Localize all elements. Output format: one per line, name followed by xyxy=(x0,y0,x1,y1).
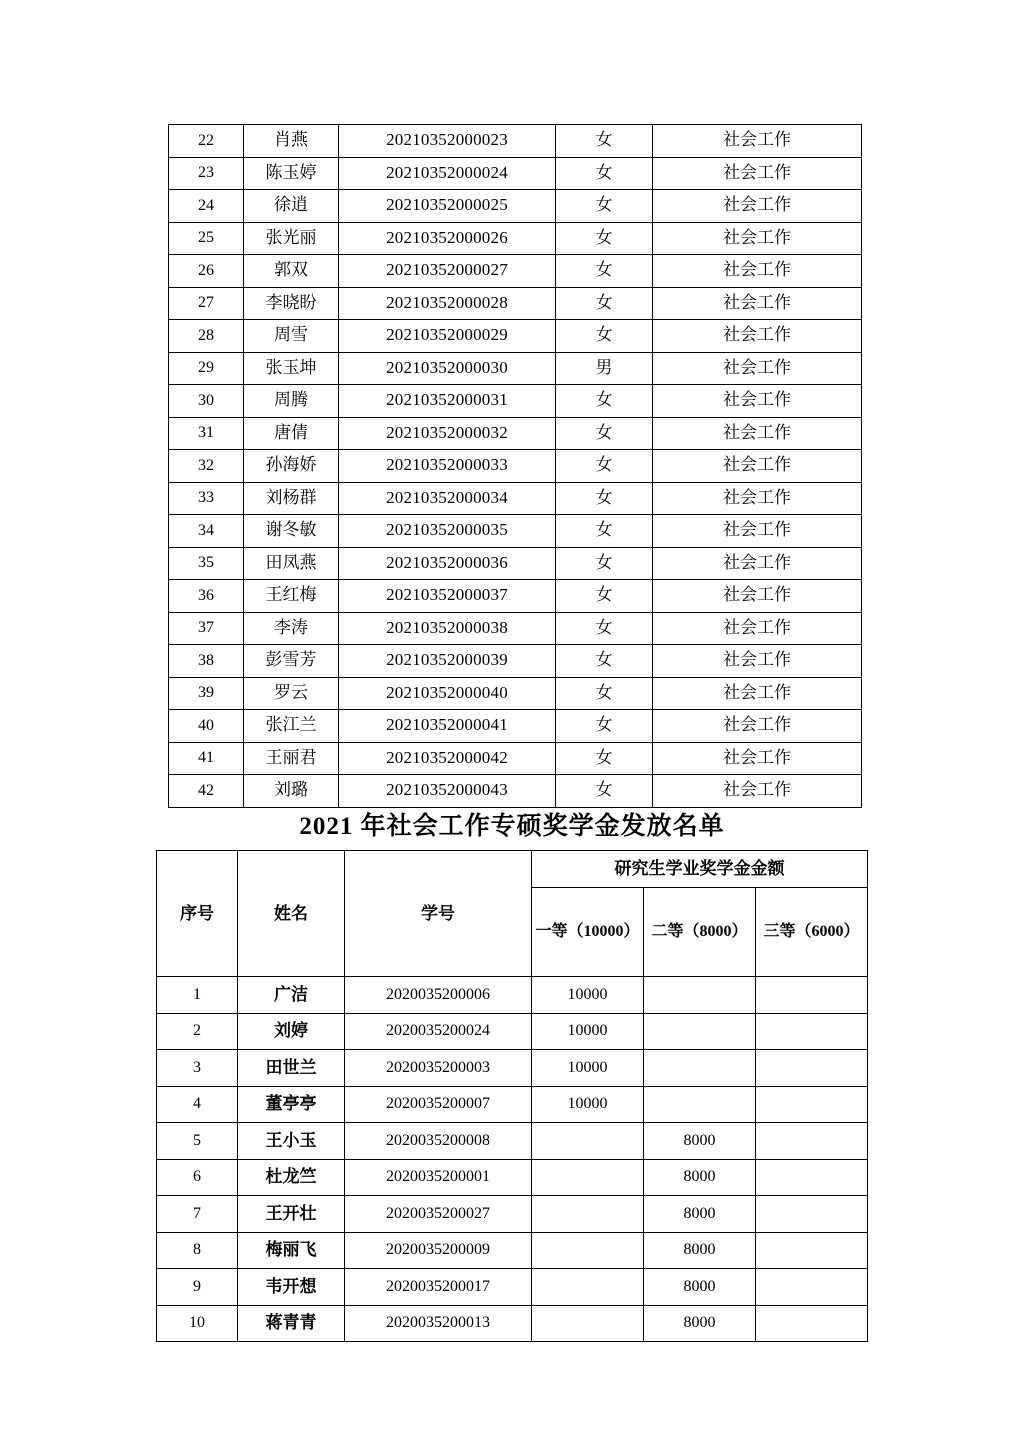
cell-student-id: 20210352000034 xyxy=(339,482,556,515)
table-row xyxy=(169,385,862,418)
cell-level1-amount xyxy=(532,1159,644,1196)
cell-index: 26 xyxy=(169,255,244,288)
column-header-level3: 三等（6000） xyxy=(756,888,868,977)
cell-student-id: 20210352000029 xyxy=(339,320,556,353)
cell-index: 38 xyxy=(169,645,244,678)
cell-major: 社会工作 xyxy=(653,222,862,255)
cell-major: 社会工作 xyxy=(653,125,862,158)
table-row xyxy=(157,1196,868,1233)
column-header-name: 姓名 xyxy=(238,851,345,977)
cell-major: 社会工作 xyxy=(653,417,862,450)
cell-index: 5 xyxy=(157,1123,238,1160)
table-row xyxy=(169,417,862,450)
cell-index: 34 xyxy=(169,515,244,548)
cell-student-id: 2020035200008 xyxy=(345,1123,532,1160)
cell-student-id: 2020035200009 xyxy=(345,1232,532,1269)
table-row xyxy=(169,612,862,645)
column-header-index: 序号 xyxy=(157,851,238,977)
cell-name: 刘杨群 xyxy=(244,482,339,515)
cell-level2-amount xyxy=(644,1086,756,1123)
cell-name: 刘璐 xyxy=(244,775,339,808)
table-row xyxy=(169,320,862,353)
cell-level2-amount: 8000 xyxy=(644,1269,756,1306)
cell-level3-amount xyxy=(756,1305,868,1342)
table-row xyxy=(157,1269,868,1306)
cell-major: 社会工作 xyxy=(653,352,862,385)
cell-student-id: 20210352000027 xyxy=(339,255,556,288)
cell-level2-amount: 8000 xyxy=(644,1232,756,1269)
cell-index: 4 xyxy=(157,1086,238,1123)
table-row xyxy=(157,1086,868,1123)
cell-index: 29 xyxy=(169,352,244,385)
column-header-level2: 二等（8000） xyxy=(644,888,756,977)
cell-sex: 女 xyxy=(556,125,653,158)
cell-name: 王丽君 xyxy=(244,742,339,775)
cell-major: 社会工作 xyxy=(653,612,862,645)
cell-sex: 女 xyxy=(556,742,653,775)
cell-level3-amount xyxy=(756,1123,868,1160)
cell-name: 周腾 xyxy=(244,385,339,418)
cell-index: 24 xyxy=(169,190,244,223)
cell-level3-amount xyxy=(756,1013,868,1050)
cell-level1-amount xyxy=(532,1123,644,1160)
cell-index: 31 xyxy=(169,417,244,450)
cell-major: 社会工作 xyxy=(653,547,862,580)
cell-index: 1 xyxy=(157,977,238,1014)
cell-student-id: 20210352000033 xyxy=(339,450,556,483)
cell-level1-amount xyxy=(532,1269,644,1306)
cell-index: 37 xyxy=(169,612,244,645)
table-row xyxy=(169,645,862,678)
cell-student-id: 20210352000030 xyxy=(339,352,556,385)
cell-student-id: 20210352000036 xyxy=(339,547,556,580)
table-row xyxy=(169,547,862,580)
cell-sex: 女 xyxy=(556,580,653,613)
cell-index: 6 xyxy=(157,1159,238,1196)
cell-major: 社会工作 xyxy=(653,287,862,320)
table-row xyxy=(157,1050,868,1087)
cell-sex: 女 xyxy=(556,547,653,580)
scholarship-table xyxy=(156,850,868,1342)
cell-student-id: 20210352000043 xyxy=(339,775,556,808)
column-header-group-amount: 研究生学业奖学金金额 xyxy=(532,851,868,888)
cell-level3-amount xyxy=(756,1196,868,1233)
table-row xyxy=(169,352,862,385)
cell-name: 杜龙竺 xyxy=(238,1159,345,1196)
cell-index: 27 xyxy=(169,287,244,320)
cell-student-id: 2020035200013 xyxy=(345,1305,532,1342)
cell-sex: 女 xyxy=(556,287,653,320)
table-row xyxy=(169,287,862,320)
cell-student-id: 20210352000024 xyxy=(339,157,556,190)
cell-level3-amount xyxy=(756,977,868,1014)
cell-level2-amount: 8000 xyxy=(644,1123,756,1160)
table-row xyxy=(157,1159,868,1196)
cell-student-id: 20210352000038 xyxy=(339,612,556,645)
table-row xyxy=(169,775,862,808)
cell-name: 李晓盼 xyxy=(244,287,339,320)
table-row xyxy=(169,580,862,613)
cell-index: 41 xyxy=(169,742,244,775)
cell-index: 35 xyxy=(169,547,244,580)
cell-sex: 女 xyxy=(556,417,653,450)
cell-student-id: 20210352000037 xyxy=(339,580,556,613)
table-row xyxy=(169,710,862,743)
cell-student-id: 2020035200006 xyxy=(345,977,532,1014)
cell-student-id: 2020035200017 xyxy=(345,1269,532,1306)
table-row xyxy=(157,1305,868,1342)
cell-sex: 女 xyxy=(556,385,653,418)
table-row xyxy=(157,1123,868,1160)
cell-major: 社会工作 xyxy=(653,645,862,678)
table-row xyxy=(169,450,862,483)
cell-student-id: 2020035200001 xyxy=(345,1159,532,1196)
cell-level2-amount: 8000 xyxy=(644,1305,756,1342)
cell-major: 社会工作 xyxy=(653,515,862,548)
cell-name: 董亭亭 xyxy=(238,1086,345,1123)
cell-name: 李涛 xyxy=(244,612,339,645)
cell-name: 张玉坤 xyxy=(244,352,339,385)
cell-sex: 女 xyxy=(556,190,653,223)
cell-student-id: 2020035200003 xyxy=(345,1050,532,1087)
table-row xyxy=(169,125,862,158)
cell-level2-amount xyxy=(644,1013,756,1050)
cell-sex: 女 xyxy=(556,482,653,515)
scholarship-body xyxy=(157,977,868,1342)
cell-index: 32 xyxy=(169,450,244,483)
cell-index: 30 xyxy=(169,385,244,418)
cell-sex: 女 xyxy=(556,222,653,255)
cell-sex: 女 xyxy=(556,612,653,645)
cell-index: 40 xyxy=(169,710,244,743)
cell-sex: 女 xyxy=(556,775,653,808)
cell-index: 42 xyxy=(169,775,244,808)
cell-major: 社会工作 xyxy=(653,385,862,418)
scholarship-header-row-group xyxy=(157,851,868,888)
cell-name: 王红梅 xyxy=(244,580,339,613)
cell-name: 徐逍 xyxy=(244,190,339,223)
cell-level2-amount: 8000 xyxy=(644,1196,756,1233)
cell-name: 刘婷 xyxy=(238,1013,345,1050)
cell-index: 22 xyxy=(169,125,244,158)
cell-name: 田世兰 xyxy=(238,1050,345,1087)
cell-major: 社会工作 xyxy=(653,775,862,808)
table-row xyxy=(157,977,868,1014)
table-row xyxy=(169,190,862,223)
cell-name: 孙海娇 xyxy=(244,450,339,483)
table-row xyxy=(169,255,862,288)
cell-name: 郭双 xyxy=(244,255,339,288)
cell-level3-amount xyxy=(756,1159,868,1196)
cell-level2-amount: 8000 xyxy=(644,1159,756,1196)
cell-major: 社会工作 xyxy=(653,710,862,743)
cell-name: 陈玉婷 xyxy=(244,157,339,190)
cell-name: 广洁 xyxy=(238,977,345,1014)
cell-major: 社会工作 xyxy=(653,157,862,190)
table-row xyxy=(169,157,862,190)
cell-major: 社会工作 xyxy=(653,742,862,775)
cell-sex: 女 xyxy=(556,710,653,743)
cell-student-id: 20210352000040 xyxy=(339,677,556,710)
cell-name: 田凤燕 xyxy=(244,547,339,580)
cell-student-id: 2020035200007 xyxy=(345,1086,532,1123)
cell-major: 社会工作 xyxy=(653,255,862,288)
cell-student-id: 2020035200027 xyxy=(345,1196,532,1233)
cell-index: 8 xyxy=(157,1232,238,1269)
cell-sex: 女 xyxy=(556,255,653,288)
cell-level1-amount xyxy=(532,1305,644,1342)
cell-name: 王开壮 xyxy=(238,1196,345,1233)
cell-name: 张江兰 xyxy=(244,710,339,743)
cell-level1-amount: 10000 xyxy=(532,1050,644,1087)
cell-index: 23 xyxy=(169,157,244,190)
cell-sex: 女 xyxy=(556,450,653,483)
cell-level1-amount: 10000 xyxy=(532,1013,644,1050)
cell-sex: 女 xyxy=(556,677,653,710)
cell-level2-amount xyxy=(644,1050,756,1087)
cell-level3-amount xyxy=(756,1232,868,1269)
cell-name: 梅丽飞 xyxy=(238,1232,345,1269)
cell-index: 7 xyxy=(157,1196,238,1233)
cell-level2-amount xyxy=(644,977,756,1014)
cell-student-id: 20210352000028 xyxy=(339,287,556,320)
cell-major: 社会工作 xyxy=(653,450,862,483)
cell-index: 25 xyxy=(169,222,244,255)
cell-level1-amount: 10000 xyxy=(532,977,644,1014)
table-row xyxy=(169,742,862,775)
cell-level3-amount xyxy=(756,1050,868,1087)
table-row xyxy=(157,1013,868,1050)
cell-index: 28 xyxy=(169,320,244,353)
column-header-student-id: 学号 xyxy=(345,851,532,977)
cell-student-id: 20210352000035 xyxy=(339,515,556,548)
cell-major: 社会工作 xyxy=(653,677,862,710)
cell-name: 蒋青青 xyxy=(238,1305,345,1342)
cell-major: 社会工作 xyxy=(653,190,862,223)
cell-student-id: 20210352000042 xyxy=(339,742,556,775)
student-roster-body xyxy=(169,125,862,808)
cell-index: 33 xyxy=(169,482,244,515)
table-row xyxy=(169,482,862,515)
cell-major: 社会工作 xyxy=(653,482,862,515)
scholarship-table-wrapper xyxy=(156,850,868,1342)
student-roster-table xyxy=(168,124,862,808)
table-row xyxy=(169,677,862,710)
cell-student-id: 20210352000032 xyxy=(339,417,556,450)
cell-major: 社会工作 xyxy=(653,580,862,613)
page-title: 2021 年社会工作专硕奖学金发放名单 xyxy=(299,813,725,840)
cell-sex: 男 xyxy=(556,352,653,385)
cell-name: 彭雪芳 xyxy=(244,645,339,678)
cell-name: 张光丽 xyxy=(244,222,339,255)
table-row xyxy=(169,515,862,548)
cell-level3-amount xyxy=(756,1086,868,1123)
cell-level3-amount xyxy=(756,1269,868,1306)
table-row xyxy=(169,222,862,255)
cell-index: 10 xyxy=(157,1305,238,1342)
cell-sex: 女 xyxy=(556,645,653,678)
cell-student-id: 20210352000026 xyxy=(339,222,556,255)
cell-index: 39 xyxy=(169,677,244,710)
cell-student-id: 2020035200024 xyxy=(345,1013,532,1050)
cell-index: 9 xyxy=(157,1269,238,1306)
cell-sex: 女 xyxy=(556,157,653,190)
cell-student-id: 20210352000039 xyxy=(339,645,556,678)
cell-name: 周雪 xyxy=(244,320,339,353)
cell-name: 韦开想 xyxy=(238,1269,345,1306)
cell-sex: 女 xyxy=(556,515,653,548)
cell-name: 罗云 xyxy=(244,677,339,710)
table-row xyxy=(157,1232,868,1269)
cell-major: 社会工作 xyxy=(653,320,862,353)
cell-student-id: 20210352000023 xyxy=(339,125,556,158)
cell-index: 36 xyxy=(169,580,244,613)
cell-student-id: 20210352000031 xyxy=(339,385,556,418)
cell-name: 肖燕 xyxy=(244,125,339,158)
cell-level1-amount xyxy=(532,1196,644,1233)
cell-sex: 女 xyxy=(556,320,653,353)
cell-name: 王小玉 xyxy=(238,1123,345,1160)
cell-name: 谢冬敏 xyxy=(244,515,339,548)
cell-level1-amount: 10000 xyxy=(532,1086,644,1123)
student-roster-table-wrapper xyxy=(168,124,856,808)
cell-level1-amount xyxy=(532,1232,644,1269)
column-header-level1: 一等（10000） xyxy=(532,888,644,977)
cell-index: 2 xyxy=(157,1013,238,1050)
cell-student-id: 20210352000041 xyxy=(339,710,556,743)
cell-index: 3 xyxy=(157,1050,238,1087)
cell-student-id: 20210352000025 xyxy=(339,190,556,223)
cell-name: 唐倩 xyxy=(244,417,339,450)
